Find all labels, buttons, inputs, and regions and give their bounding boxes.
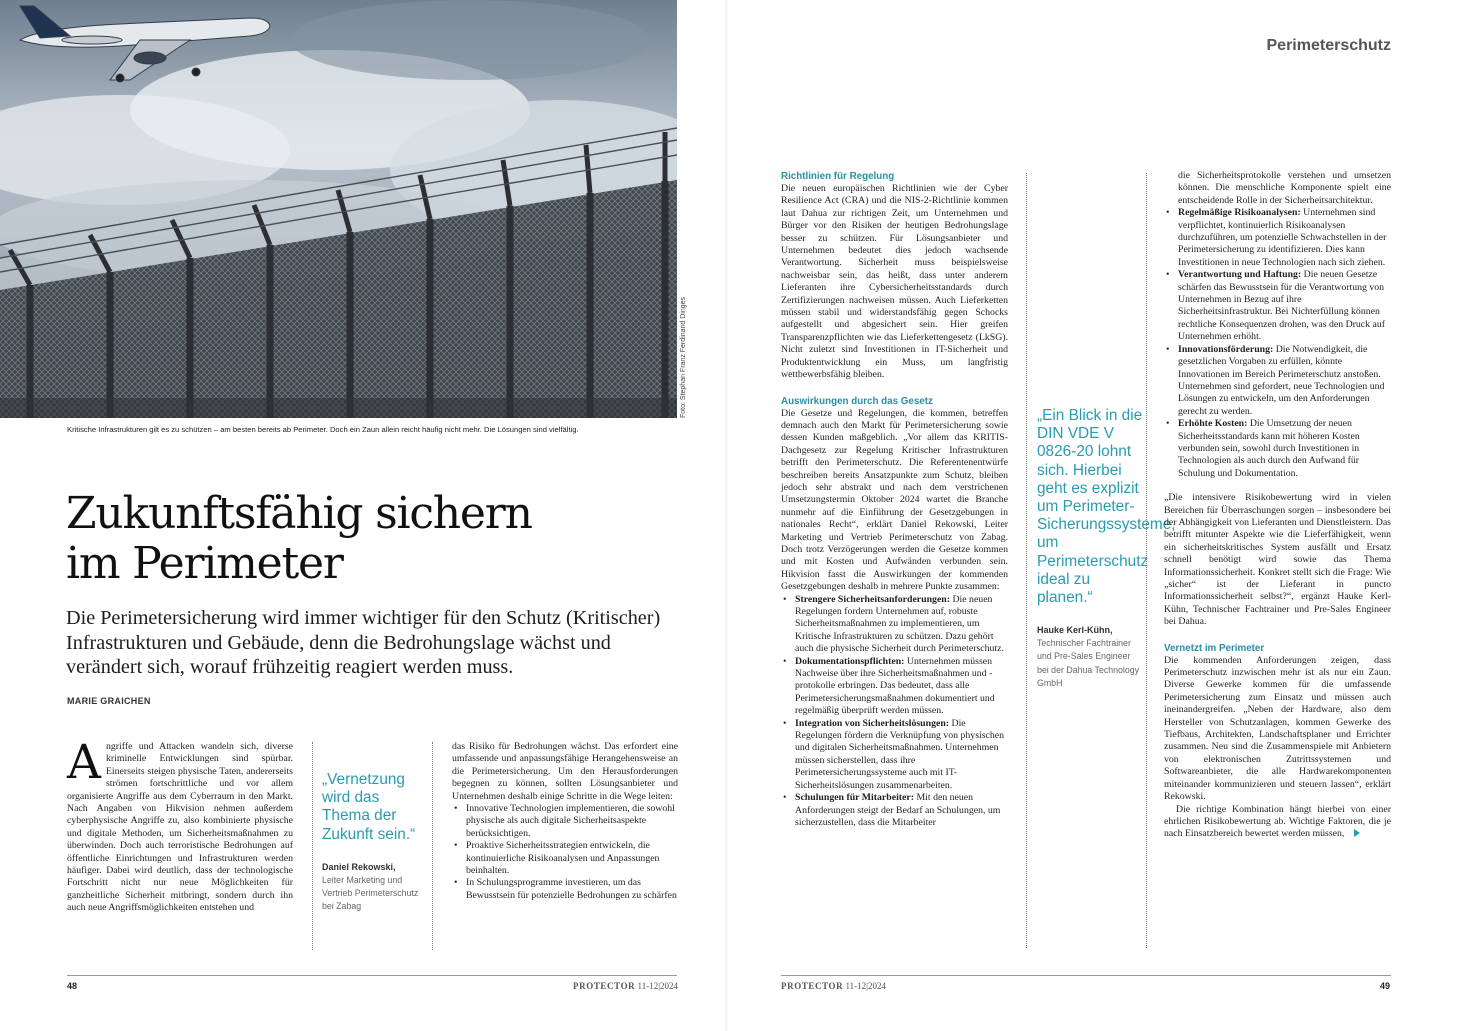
left-column-3 <box>452 741 678 902</box>
pullquote-name: Daniel Rekowski, <box>322 861 396 872</box>
pullquote: „Ein Blick in die DIN VDE V 0826-20 lohnt sich. Hierbei geht es explizit um Perimeter-Sicherungssysteme, um Perimeterschutz ideal zu planen.“ <box>1037 407 1176 607</box>
headline <box>66 489 686 589</box>
right-col3-para-last: Die richtige Kombination hängt hierbei von einer ehrlichen Risikobewertung ab. Wichtige Faktoren, die je nach Einsatzbereich bewertet werden müssen, <box>1164 803 1391 840</box>
magazine-issue <box>781 981 886 991</box>
list-item: • Integration von Sicherheitslösungen: Die Regelungen fördern die Verknüpfung von physischen und digitalen Sicherheitsmaßnahmen. Unternehmen müssen sicherstellen, dass ihre Perimetersicherungssysteme auch mit IT-Sicherheitslösungen zusammenarbeiten. <box>781 718 1008 792</box>
right-col3-quote-para: „Die intensivere Risikobewertung wird in vielen Bereichen für Überraschungen sorgen – insbesondere bei der Abhängigkeit von Lieferanten und Dienstleistern. Das betrifft mitunter Aspekte wie die Lieferfähigkeit, wenn ein sicherheitskritisches System ausfällt und Ersatz schnell benötigt wird sowie das Thema Informationssicherheit. Konkret stellt sich die Frage: Wie „sicher“ ist der Lieferant in puncto Informationssicherheit selbst?“, ergänzt Hauke Kerl-Kühn, Technischer Fachtrainer und Pre-Sales Engineer bei Dahua. <box>1164 492 1391 628</box>
magazine-name: PROTECTOR <box>573 981 636 991</box>
dropcap: A <box>67 735 101 790</box>
left-page <box>0 0 728 1031</box>
list-item: • Dokumentationspflichten: Unternehmen müssen Nachweise über ihre Sicherheitsmaßnahmen und -protokolle erbringen. Das bedeutet, dass alle Perimetersicherungsmaßnahmen dokumentiert und regelmäßig überprüft werden müssen. <box>781 656 1008 718</box>
pullquote-role: Technischer Fachtrainer und Pre-Sales Engineer bei der Dahua Technology GmbH <box>1037 638 1140 688</box>
footer-rule <box>781 975 1391 976</box>
left-col3-intro: das Risiko für Bedrohungen wächst. Das erfordert eine umfassende und anpassungsfähige Herangehensweise an die Perimetersicherung. Um den Herausforderungen begegnen zu können, sollten Lösungsanbieter und Unternehmen deshalb einige Schritte in die Wege leiten: <box>452 741 678 802</box>
page-number: 48 <box>67 981 78 991</box>
photo-caption: Kritische Infrastrukturen gilt es zu schützen – am besten bereits ab Perimeter. Doch ein Zaun allein reicht häufig nicht mehr. Die Lösungen sind vielfältig. <box>67 425 579 434</box>
right-col3-list <box>1164 207 1391 480</box>
magazine-name: PROTECTOR <box>781 981 844 991</box>
byline: MARIE GRAICHEN <box>67 696 151 706</box>
left-column-1 <box>67 735 293 915</box>
list-item: • Proaktive Sicherheitsstrategien entwickeln, die kontinuierliche Risikoanalysen und Anpassungen beinhalten. <box>452 840 678 877</box>
photo-credit: Foto: Stephan Franz Ferdinand Dinges <box>680 296 687 418</box>
list-item: • Strengere Sicherheitsanforderungen: Die neuen Regelungen fordern Unternehmen auf, robuste Sicherheitsmaßnahmen zu implementieren, um Kritische Infrastrukturen zu schützen. Dazu gehört auch die physische Sicherheit durch Perimeterschutz. <box>781 594 1008 656</box>
right-column-3 <box>1164 170 1391 841</box>
airplane-over-fence-photo <box>0 0 677 418</box>
list-item: • Regelmäßige Risikoanalysen: Unternehmen sind verpflichtet, kontinuierlich Risikoanalysen durchzuführen, um potenzielle Schwachstellen in der Perimetersicherung zu identifizieren. Dies kann Investitionen in neue Technologien nach sich ziehen. <box>1164 207 1391 269</box>
pullquote-name: Hauke Kerl-Kühn, <box>1037 625 1113 636</box>
section-title: Perimeterschutz <box>1266 37 1391 54</box>
list-item: • Innovative Technologien implementieren, die sowohl physische als auch digitale Sicherheitsaspekte berücksichtigen. <box>452 803 678 840</box>
pullquote: „Vernetzung wird das Thema der Zukunft sein.“ <box>322 771 416 843</box>
right-col1-para-2: Die Gesetze und Regelungen, die kommen, betreffen demnach auch den Markt für Perimetersicherung sowie dessen Kunden maßgeblich. „Vor allem das KRITIS-Dachgesetz zur Regelung Kritischer Infrastrukturen betrifft den Perimeterschutz. Die Referentenentwürfe beschreiben bereits Ansatzpunkte zum Schutz, bleiben jedoch sehr abstrakt und nach dem verstrichenen Umsetzungstermin Oktober 2024 wartet die Branche nunmehr auf die Einführung der Gesetzgebungen in nationales Recht“, erklärt Daniel Rekowski, Leiter Marketing und Vertrieb Perimeterschutz von Zabag. Doch trotz Verzögerungen werden die Gesetze kommen und mit Kosten und Aufwänden verbunden sein. Hikvision fasst die Auswirkungen der kommenden Gesetzgebungen deshalb in mehrere Punkte zusammen: <box>781 407 1008 593</box>
list-item: • Schulungen für Mitarbeiter: Mit den neuen Anforderungen steigt der Bedarf an Schulungen, um sicherzustellen, dass die Mitarbeiter <box>781 792 1008 829</box>
list-item: • In Schulungsprogramme investieren, um das Bewusstsein für potenzielle Bedrohungen zu schärfen <box>452 877 678 902</box>
subhead-auswirkungen: Auswirkungen durch das Gesetz <box>781 395 933 407</box>
column-divider <box>1026 173 1027 948</box>
right-column-1 <box>781 170 1008 829</box>
column-divider <box>432 742 433 950</box>
left-col1-text: ngriffe und Attacken wandeln sich, diverse kriminelle Entwicklungen sind spürbar. Einerseits steigen physische Taten, andererseits strömen fortschrittliche und vor allem organisierte Angriffe aus dem Cyberraum in den Markt. Nach Angaben von Hikvision nehmen außerdem cyberphysische Angriffe zu, also kombinierte physische und digitale Methoden, um Sicherheitsmaßnahmen zu überwinden. Doch auch terroristische Bedrohungen auf öffentliche Einrichtungen und Infrastrukturen werden häufiger. Dabei wird deutlich, dass der technologische Fortschritt nicht nur neue Möglichkeiten für ganzheitliche Sicherheit mitbringt, sondern durch ihn auch neue Angriffsmöglichkeiten entstehen und <box>67 741 293 914</box>
list-item: • Verantwortung und Haftung: Die neuen Gesetze schärfen das Bewusstsein für die Verantwortung von Unternehmen in Bezug auf ihre Sicherheitsinfrastruktur. Bei Nichterfüllung können rechtliche Konsequenzen drohen, was den Druck auf Unternehmen erhöht. <box>1164 269 1391 343</box>
right-col1-para-1: Die neuen europäischen Richtlinien wie der Cyber Resilience Act (CRA) und die NIS-2-Richtlinie kommen laut Dahua zur richtigen Zeit, um Unternehmen und Bürger vor den Risiken der heutigen Bedrohungslage besser zu schützen. Für Lösungsanbieter und Unternehmen bedeutet dies jedoch wachsende Verantwortung. Sicherheit muss beispielsweise nachweisbar sein, das heißt, dass unter anderem Lieferanten ihre Cybersicherheitsstandards durch Zertifizierungen nachweisen müssen. Auch Lieferketten müssen stabil und widerstandsfähig gegen Schocks aufgestellt und abgesichert sein. Hier greifen Transparenzpflichten wie das Lieferkettengesetz (LkSG). Nicht zuletzt sind Investitionen in IT-Sicherheit und Produktentwicklung ein Muss, um langfristig wettbewerbsfähig bleiben. <box>781 183 1008 381</box>
column-divider <box>1146 173 1147 948</box>
pullquote-role: Leiter Marketing und Vertrieb Perimeterschutz bei Zabag <box>322 874 419 912</box>
subhead-vernetzt: Vernetzt im Perimeter <box>1164 642 1265 654</box>
footer-rule <box>67 975 677 976</box>
issue: 11-12|2024 <box>637 981 678 991</box>
pullquote-box-left <box>322 771 422 913</box>
page-number: 49 <box>1380 981 1391 991</box>
subhead-richtlinien: Richtlinien für Regelung <box>781 171 895 182</box>
right-page <box>728 0 1457 1031</box>
issue: 11-12|2024 <box>845 981 886 991</box>
list-item: • Erhöhte Kosten: Die Umsetzung der neuen Sicherheitsstandards kann mit höheren Kosten verbunden sein, sowohl durch Investitionen in Technologien als auch durch den Aufwand für Schulung und Dokumentation. <box>1164 418 1391 480</box>
right-col3-para-vernetzt: Die kommenden Anforderungen zeigen, dass Perimeterschutz inzwischen mehr ist als nur ein Zaun. Diverse Gewerke kommen für die umfassende Perimetersicherung zum Einsatz und müssen auch ineinandergreifen. „Neben der Hardware, also dem Hersteller von Schutzanlagen, kommen Gewerke des Tiefbaus, Architekten, Landschaftsplaner und Errichter zusammen. Neu sind die Zusammenspiele mit Anbietern von elektronischen Zutrittssystemen und Softwareanbieter, die alle Hardwarekomponenten miteinander kommunizieren und steuern lassen“, erklärt Rekowski. <box>1164 654 1391 803</box>
pullquote-box-right <box>1037 407 1176 690</box>
continue-arrow-icon <box>1354 829 1360 837</box>
deck: Die Perimetersicherung wird immer wichtiger für den Schutz (Kritischer) Infrastrukturen und Gebäude, denn die Bedrohungslage wächst und verändert sich, worauf frühzeitig reagiert werden muss. <box>66 607 661 678</box>
left-col3-list <box>452 803 678 902</box>
list-item: • Innovationsförderung: Die Notwendigkeit, die gesetzlichen Vorgaben zu erfüllen, könnte Innovationen im Bereich Perimeterschutz anstoßen. Unternehmen sind gefordert, neue Technologien und Lösungen zu entwickeln, um den Anforderungen gerecht zu werden. <box>1164 344 1391 418</box>
headline-line-1: Zukunftsfähig sichern <box>66 488 532 539</box>
column-divider <box>312 742 313 950</box>
right-col3-continued: die Sicherheitsprotokolle verstehen und umsetzen können. Die menschliche Komponente spielt eine entscheidende Rolle in der Sicherheitsarchitektur. <box>1178 170 1391 206</box>
headline-line-2: im Perimeter <box>66 538 343 589</box>
right-col1-list <box>781 594 1008 830</box>
magazine-issue <box>573 981 678 991</box>
